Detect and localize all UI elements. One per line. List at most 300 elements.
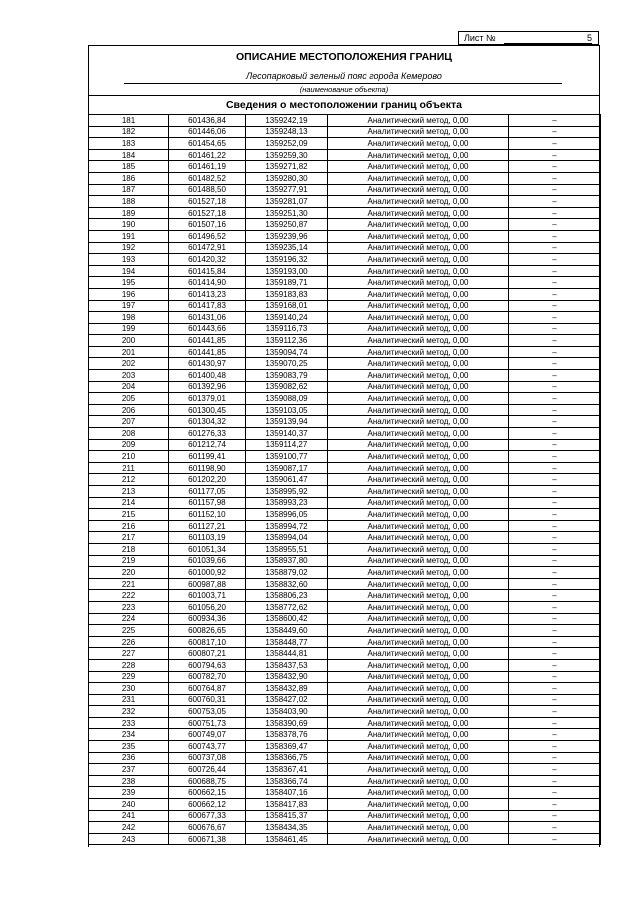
point-number: 213	[89, 486, 169, 498]
method-accuracy: Аналитический метод, 0,00	[328, 497, 509, 509]
description: –	[509, 486, 601, 498]
description: –	[509, 555, 601, 567]
description: –	[509, 254, 601, 266]
point-number: 194	[89, 265, 169, 277]
point-number: 226	[89, 636, 169, 648]
coordinate-y: 1359094,74	[246, 346, 328, 358]
table-row	[89, 822, 601, 834]
coordinate-x: 600826,65	[169, 625, 246, 637]
point-number: 217	[89, 532, 169, 544]
coordinate-x: 600764,87	[169, 683, 246, 695]
point-number: 185	[89, 161, 169, 173]
coordinate-x: 600743,77	[169, 741, 246, 753]
method-accuracy: Аналитический метод, 0,00	[328, 810, 509, 822]
coordinate-x: 601276,33	[169, 428, 246, 440]
coordinate-x: 601420,32	[169, 254, 246, 266]
method-accuracy: Аналитический метод, 0,00	[328, 242, 509, 254]
object-name-underline	[124, 83, 562, 84]
method-accuracy: Аналитический метод, 0,00	[328, 149, 509, 161]
table-row	[89, 706, 601, 718]
table-row	[89, 833, 601, 845]
method-accuracy: Аналитический метод, 0,00	[328, 752, 509, 764]
method-accuracy: Аналитический метод, 0,00	[328, 474, 509, 486]
coordinate-x: 601413,23	[169, 288, 246, 300]
table-row	[89, 636, 601, 648]
description: –	[509, 161, 601, 173]
point-number: 207	[89, 416, 169, 428]
coordinate-y: 1359271,82	[246, 161, 328, 173]
coordinate-y: 1359140,37	[246, 428, 328, 440]
point-number: 240	[89, 799, 169, 811]
method-accuracy: Аналитический метод, 0,00	[328, 799, 509, 811]
table-row	[89, 775, 601, 787]
table-row	[89, 115, 601, 127]
point-number: 239	[89, 787, 169, 799]
point-number: 224	[89, 613, 169, 625]
method-accuracy: Аналитический метод, 0,00	[328, 729, 509, 741]
table-row	[89, 428, 601, 440]
method-accuracy: Аналитический метод, 0,00	[328, 404, 509, 416]
method-accuracy: Аналитический метод, 0,00	[328, 439, 509, 451]
coordinate-y: 1358378,76	[246, 729, 328, 741]
method-accuracy: Аналитический метод, 0,00	[328, 741, 509, 753]
coordinate-y: 1359259,30	[246, 149, 328, 161]
description: –	[509, 659, 601, 671]
description: –	[509, 497, 601, 509]
object-name-caption: (наименование объекта)	[299, 85, 389, 94]
point-number: 210	[89, 451, 169, 463]
point-number: 235	[89, 741, 169, 753]
coordinate-x: 601461,22	[169, 149, 246, 161]
method-accuracy: Аналитический метод, 0,00	[328, 486, 509, 498]
point-number: 206	[89, 404, 169, 416]
method-accuracy: Аналитический метод, 0,00	[328, 138, 509, 150]
point-number: 233	[89, 717, 169, 729]
coordinate-y: 1359168,01	[246, 300, 328, 312]
point-number: 237	[89, 764, 169, 776]
coordinate-y: 1359277,91	[246, 184, 328, 196]
coordinate-y: 1359100,77	[246, 451, 328, 463]
description: –	[509, 567, 601, 579]
coordinate-y: 1358415,37	[246, 810, 328, 822]
table-row	[89, 717, 601, 729]
description: –	[509, 439, 601, 451]
coordinate-x: 601039,66	[169, 555, 246, 567]
method-accuracy: Аналитический метод, 0,00	[328, 312, 509, 324]
coordinate-y: 1359103,05	[246, 404, 328, 416]
method-accuracy: Аналитический метод, 0,00	[328, 764, 509, 776]
coordinate-x: 601152,10	[169, 509, 246, 521]
method-accuracy: Аналитический метод, 0,00	[328, 613, 509, 625]
coordinate-y: 1358600,42	[246, 613, 328, 625]
method-accuracy: Аналитический метод, 0,00	[328, 126, 509, 138]
table-row	[89, 671, 601, 683]
point-number: 187	[89, 184, 169, 196]
header-divider	[88, 95, 600, 96]
coordinate-y: 1359250,87	[246, 219, 328, 231]
coordinate-y: 1359183,83	[246, 288, 328, 300]
point-number: 218	[89, 543, 169, 555]
description: –	[509, 277, 601, 289]
table-row	[89, 196, 601, 208]
method-accuracy: Аналитический метод, 0,00	[328, 822, 509, 834]
coordinate-x: 600662,15	[169, 787, 246, 799]
description: –	[509, 138, 601, 150]
method-accuracy: Аналитический метод, 0,00	[328, 567, 509, 579]
point-number: 223	[89, 601, 169, 613]
table-row	[89, 219, 601, 231]
coordinate-x: 601496,52	[169, 230, 246, 242]
description: –	[509, 706, 601, 718]
point-number: 228	[89, 659, 169, 671]
point-number: 193	[89, 254, 169, 266]
description: –	[509, 752, 601, 764]
table-row	[89, 601, 601, 613]
coordinate-y: 1358367,41	[246, 764, 328, 776]
coordinate-y: 1359193,00	[246, 265, 328, 277]
point-number: 195	[89, 277, 169, 289]
coordinate-x: 600934,36	[169, 613, 246, 625]
coordinate-x: 601304,32	[169, 416, 246, 428]
description: –	[509, 787, 601, 799]
point-number: 222	[89, 590, 169, 602]
method-accuracy: Аналитический метод, 0,00	[328, 207, 509, 219]
coordinate-x: 601443,66	[169, 323, 246, 335]
coordinate-y: 1359088,09	[246, 393, 328, 405]
description: –	[509, 323, 601, 335]
table-row	[89, 509, 601, 521]
coordinate-x: 600782,70	[169, 671, 246, 683]
description: –	[509, 799, 601, 811]
method-accuracy: Аналитический метод, 0,00	[328, 671, 509, 683]
table-row	[89, 346, 601, 358]
point-number: 188	[89, 196, 169, 208]
method-accuracy: Аналитический метод, 0,00	[328, 196, 509, 208]
coordinate-y: 1359189,71	[246, 277, 328, 289]
table-row	[89, 625, 601, 637]
method-accuracy: Аналитический метод, 0,00	[328, 601, 509, 613]
table-row	[89, 161, 601, 173]
method-accuracy: Аналитический метод, 0,00	[328, 184, 509, 196]
table-row	[89, 335, 601, 347]
method-accuracy: Аналитический метод, 0,00	[328, 659, 509, 671]
description: –	[509, 451, 601, 463]
method-accuracy: Аналитический метод, 0,00	[328, 683, 509, 695]
boundary-points-table	[88, 114, 601, 845]
coordinate-y: 1358366,75	[246, 752, 328, 764]
method-accuracy: Аналитический метод, 0,00	[328, 648, 509, 660]
coordinate-y: 1358994,04	[246, 532, 328, 544]
document-title: ОПИСАНИЕ МЕСТОПОЛОЖЕНИЯ ГРАНИЦ	[236, 51, 452, 63]
method-accuracy: Аналитический метод, 0,00	[328, 428, 509, 440]
description: –	[509, 729, 601, 741]
coordinate-y: 1358461,45	[246, 833, 328, 845]
method-accuracy: Аналитический метод, 0,00	[328, 706, 509, 718]
coordinate-y: 1359140,24	[246, 312, 328, 324]
description: –	[509, 428, 601, 440]
description: –	[509, 764, 601, 776]
coordinate-x: 601446,06	[169, 126, 246, 138]
description: –	[509, 184, 601, 196]
table-row	[89, 172, 601, 184]
description: –	[509, 543, 601, 555]
table-row	[89, 207, 601, 219]
point-number: 202	[89, 358, 169, 370]
coordinate-y: 1358407,16	[246, 787, 328, 799]
sheet-number-box	[458, 31, 599, 45]
description: –	[509, 381, 601, 393]
coordinate-y: 1358996,05	[246, 509, 328, 521]
coordinate-x: 600807,21	[169, 648, 246, 660]
description: –	[509, 149, 601, 161]
method-accuracy: Аналитический метод, 0,00	[328, 833, 509, 845]
coordinate-x: 601454,65	[169, 138, 246, 150]
table-row	[89, 810, 601, 822]
point-number: 225	[89, 625, 169, 637]
description: –	[509, 126, 601, 138]
method-accuracy: Аналитический метод, 0,00	[328, 578, 509, 590]
coordinate-x: 600987,88	[169, 578, 246, 590]
coordinate-y: 1359235,14	[246, 242, 328, 254]
coordinate-x: 601527,18	[169, 207, 246, 219]
coordinate-x: 601127,21	[169, 520, 246, 532]
coordinate-y: 1358806,23	[246, 590, 328, 602]
table-row	[89, 254, 601, 266]
table-row	[89, 729, 601, 741]
coordinate-y: 1359280,30	[246, 172, 328, 184]
description: –	[509, 242, 601, 254]
method-accuracy: Аналитический метод, 0,00	[328, 509, 509, 521]
point-number: 191	[89, 230, 169, 242]
coordinate-y: 1358448,77	[246, 636, 328, 648]
description: –	[509, 601, 601, 613]
description: –	[509, 694, 601, 706]
coordinate-y: 1358434,35	[246, 822, 328, 834]
coordinate-x: 601417,83	[169, 300, 246, 312]
table-body	[89, 115, 601, 845]
point-number: 184	[89, 149, 169, 161]
method-accuracy: Аналитический метод, 0,00	[328, 694, 509, 706]
description: –	[509, 404, 601, 416]
method-accuracy: Аналитический метод, 0,00	[328, 161, 509, 173]
coordinate-x: 601488,50	[169, 184, 246, 196]
description: –	[509, 265, 601, 277]
description: –	[509, 312, 601, 324]
point-number: 208	[89, 428, 169, 440]
method-accuracy: Аналитический метод, 0,00	[328, 555, 509, 567]
coordinate-y: 1358369,47	[246, 741, 328, 753]
table-row	[89, 126, 601, 138]
point-number: 219	[89, 555, 169, 567]
coordinate-y: 1359196,32	[246, 254, 328, 266]
table-row	[89, 578, 601, 590]
coordinate-x: 601199,41	[169, 451, 246, 463]
method-accuracy: Аналитический метод, 0,00	[328, 543, 509, 555]
table-row	[89, 451, 601, 463]
description: –	[509, 636, 601, 648]
point-number: 197	[89, 300, 169, 312]
coordinate-x: 600751,73	[169, 717, 246, 729]
point-number: 190	[89, 219, 169, 231]
coordinate-x: 600688,75	[169, 775, 246, 787]
coordinate-x: 601212,74	[169, 439, 246, 451]
description: –	[509, 358, 601, 370]
coordinate-y: 1358403,90	[246, 706, 328, 718]
coordinate-y: 1358937,80	[246, 555, 328, 567]
table-row	[89, 694, 601, 706]
description: –	[509, 810, 601, 822]
description: –	[509, 346, 601, 358]
description: –	[509, 288, 601, 300]
table-row	[89, 497, 601, 509]
table-row	[89, 520, 601, 532]
method-accuracy: Аналитический метод, 0,00	[328, 323, 509, 335]
table-row	[89, 230, 601, 242]
coordinate-y: 1359083,79	[246, 370, 328, 382]
point-number: 183	[89, 138, 169, 150]
table-row	[89, 567, 601, 579]
method-accuracy: Аналитический метод, 0,00	[328, 451, 509, 463]
method-accuracy: Аналитический метод, 0,00	[328, 300, 509, 312]
coordinate-x: 600749,07	[169, 729, 246, 741]
coordinate-y: 1358879,02	[246, 567, 328, 579]
point-number: 212	[89, 474, 169, 486]
point-number: 236	[89, 752, 169, 764]
table-row	[89, 277, 601, 289]
table-row	[89, 787, 601, 799]
point-number: 242	[89, 822, 169, 834]
table-row	[89, 288, 601, 300]
description: –	[509, 509, 601, 521]
description: –	[509, 833, 601, 845]
coordinate-y: 1359139,94	[246, 416, 328, 428]
table-row	[89, 300, 601, 312]
point-number: 215	[89, 509, 169, 521]
point-number: 216	[89, 520, 169, 532]
point-number: 181	[89, 115, 169, 127]
coordinate-x: 601400,48	[169, 370, 246, 382]
point-number: 182	[89, 126, 169, 138]
point-number: 200	[89, 335, 169, 347]
table-row	[89, 764, 601, 776]
coordinate-x: 600662,12	[169, 799, 246, 811]
point-number: 230	[89, 683, 169, 695]
method-accuracy: Аналитический метод, 0,00	[328, 625, 509, 637]
coordinate-y: 1359082,62	[246, 381, 328, 393]
description: –	[509, 115, 601, 127]
point-number: 198	[89, 312, 169, 324]
method-accuracy: Аналитический метод, 0,00	[328, 219, 509, 231]
coordinate-y: 1358432,89	[246, 683, 328, 695]
method-accuracy: Аналитический метод, 0,00	[328, 254, 509, 266]
method-accuracy: Аналитический метод, 0,00	[328, 532, 509, 544]
method-accuracy: Аналитический метод, 0,00	[328, 288, 509, 300]
point-number: 241	[89, 810, 169, 822]
coordinate-x: 600671,38	[169, 833, 246, 845]
coordinate-y: 1359248,13	[246, 126, 328, 138]
coordinate-x: 601461,19	[169, 161, 246, 173]
description: –	[509, 230, 601, 242]
description: –	[509, 196, 601, 208]
point-number: 229	[89, 671, 169, 683]
table-row	[89, 184, 601, 196]
coordinate-y: 1359070,25	[246, 358, 328, 370]
point-number: 220	[89, 567, 169, 579]
point-number: 234	[89, 729, 169, 741]
coordinate-x: 601436,84	[169, 115, 246, 127]
method-accuracy: Аналитический метод, 0,00	[328, 416, 509, 428]
coordinate-y: 1358832,60	[246, 578, 328, 590]
description: –	[509, 370, 601, 382]
table-row	[89, 462, 601, 474]
description: –	[509, 172, 601, 184]
description: –	[509, 416, 601, 428]
coordinate-x: 601177,05	[169, 486, 246, 498]
description: –	[509, 462, 601, 474]
coordinate-y: 1359116,73	[246, 323, 328, 335]
description: –	[509, 219, 601, 231]
sheet-number: 5	[504, 32, 592, 44]
coordinate-x: 601000,92	[169, 567, 246, 579]
point-number: 227	[89, 648, 169, 660]
coordinate-y: 1358955,51	[246, 543, 328, 555]
description: –	[509, 207, 601, 219]
coordinate-x: 601202,20	[169, 474, 246, 486]
coordinate-y: 1358366,74	[246, 775, 328, 787]
section-title: Сведения о местоположении границ объекта	[225, 99, 463, 111]
description: –	[509, 590, 601, 602]
description: –	[509, 775, 601, 787]
coordinate-x: 601103,19	[169, 532, 246, 544]
point-number: 232	[89, 706, 169, 718]
description: –	[509, 648, 601, 660]
point-number: 243	[89, 833, 169, 845]
method-accuracy: Аналитический метод, 0,00	[328, 775, 509, 787]
description: –	[509, 683, 601, 695]
description: –	[509, 822, 601, 834]
method-accuracy: Аналитический метод, 0,00	[328, 346, 509, 358]
coordinate-x: 601003,71	[169, 590, 246, 602]
point-number: 238	[89, 775, 169, 787]
point-number: 199	[89, 323, 169, 335]
coordinate-y: 1358390,69	[246, 717, 328, 729]
table-row	[89, 532, 601, 544]
coordinate-x: 601431,06	[169, 312, 246, 324]
description: –	[509, 671, 601, 683]
point-number: 204	[89, 381, 169, 393]
description: –	[509, 335, 601, 347]
point-number: 203	[89, 370, 169, 382]
coordinate-y: 1359239,96	[246, 230, 328, 242]
table-row	[89, 648, 601, 660]
coordinate-y: 1358444,81	[246, 648, 328, 660]
method-accuracy: Аналитический метод, 0,00	[328, 787, 509, 799]
table-row	[89, 590, 601, 602]
coordinate-y: 1359252,09	[246, 138, 328, 150]
coordinate-x: 601430,97	[169, 358, 246, 370]
table-row	[89, 323, 601, 335]
coordinate-y: 1358427,02	[246, 694, 328, 706]
table-row	[89, 543, 601, 555]
sheet-label: Лист №	[464, 33, 496, 43]
coordinate-x: 601527,18	[169, 196, 246, 208]
coordinate-x: 601379,01	[169, 393, 246, 405]
coordinate-x: 601300,45	[169, 404, 246, 416]
coordinate-y: 1358772,62	[246, 601, 328, 613]
coordinate-x: 601441,85	[169, 335, 246, 347]
description: –	[509, 532, 601, 544]
point-number: 221	[89, 578, 169, 590]
